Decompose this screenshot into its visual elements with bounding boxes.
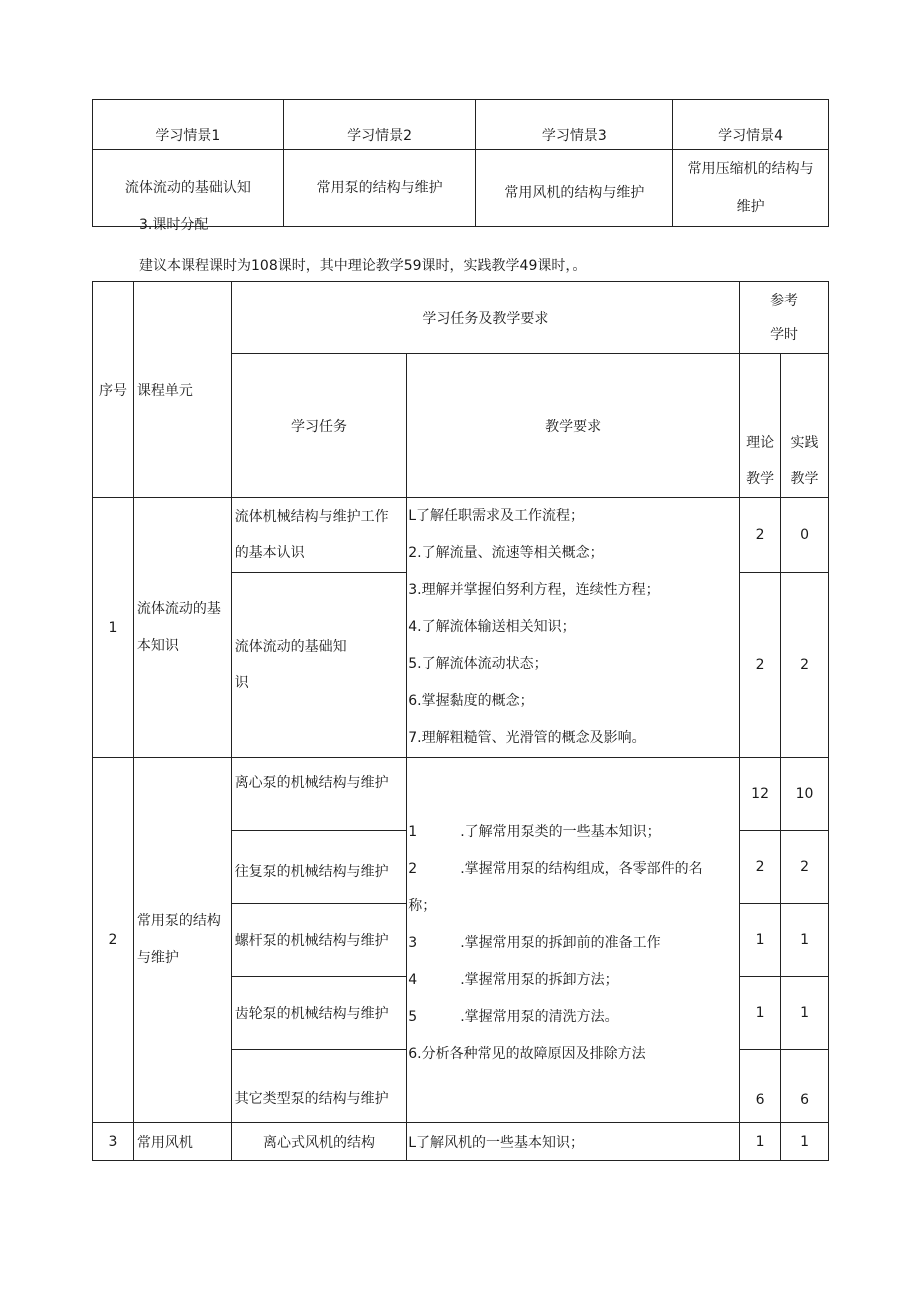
theory-hours: 1	[740, 977, 781, 1050]
requirement-item: L了解风机的一些基本知识；	[407, 1123, 740, 1161]
col-theory-line: 理论	[746, 435, 775, 451]
requirement-item: 4.了解流体输送相关知识；	[408, 619, 576, 635]
practice-hours: 1	[781, 904, 829, 977]
requirement-item	[408, 925, 739, 962]
requirement-text: .掌握常用泵的拆卸前的准备工作	[460, 935, 661, 951]
theory-hours: 2	[740, 573, 781, 758]
task-cell: 螺杆泵的机械结构与维护	[231, 904, 407, 977]
col-req-header: 教学要求	[407, 354, 740, 498]
col-theory-header	[740, 354, 781, 498]
requirement-item: 6.掌握黏度的概念；	[408, 693, 534, 709]
section-heading: 3.课时分配	[139, 217, 209, 233]
col-practice-line: 教学	[790, 471, 819, 487]
requirement-item	[408, 814, 739, 851]
unit-name-line: 与维护	[136, 950, 179, 966]
situation-header: 学习情景3	[476, 100, 673, 150]
task-line: 识	[234, 675, 249, 692]
theory-hours: 2	[740, 498, 781, 573]
situation-header: 学习情景2	[283, 100, 476, 150]
practice-hours: 0	[781, 498, 829, 573]
requirement-number: 5	[408, 1009, 418, 1025]
situation-header: 学习情景4	[673, 100, 829, 150]
requirement-text: 6.分析各种常见的故障原因及排除方法	[408, 1046, 646, 1062]
unit-seq: 3	[93, 1123, 134, 1161]
task-line: 的基本认识	[234, 545, 305, 562]
requirement-item	[408, 851, 739, 888]
requirement-item: 7.理解粗糙管、光滑管的概念及影响。	[408, 730, 646, 746]
task-cell: 离心式风机的结构	[231, 1123, 407, 1161]
requirement-item	[408, 1036, 739, 1073]
task-cell: 齿轮泵的机械结构与维护	[231, 977, 407, 1050]
requirement-text: .掌握常用泵的拆卸方法；	[460, 972, 619, 988]
unit-seq: 1	[93, 498, 134, 758]
practice-hours: 2	[781, 573, 829, 758]
requirement-number: 3	[408, 935, 418, 951]
unit-name: 常用风机	[133, 1123, 231, 1161]
situation-topic-line: 常用压缩机的结构与	[687, 161, 814, 177]
col-tasks-group-header: 学习任务及教学要求	[231, 282, 739, 354]
hours-allocation-table	[92, 281, 829, 1161]
col-unit-header: 课程单元	[133, 282, 231, 498]
theory-hours: 6	[740, 1050, 781, 1123]
learning-situations-table	[92, 99, 829, 227]
unit-name	[133, 758, 231, 1123]
situation-topic: 常用风机的结构与维护	[476, 150, 673, 227]
task-cell: 其它类型泵的结构与维护	[231, 1050, 407, 1123]
practice-hours: 6	[781, 1050, 829, 1123]
section-paragraph: 建议本课程课时为108课时，其中理论教学59课时，实践教学49课时，。	[139, 258, 587, 274]
col-practice-header	[781, 354, 829, 498]
requirement-number: 4	[408, 972, 418, 988]
col-practice-line: 实践	[790, 435, 819, 451]
practice-hours: 1	[781, 977, 829, 1050]
requirements-cell	[407, 498, 740, 758]
situation-header: 学习情景1	[93, 100, 284, 150]
requirement-item: 5.了解流体流动状态；	[408, 656, 548, 672]
unit-name-line: 常用泵的结构	[136, 913, 221, 929]
situation-topic-line: 维护	[736, 199, 765, 215]
unit-name	[133, 498, 231, 758]
requirements-cell	[407, 758, 740, 1123]
task-cell	[231, 498, 407, 573]
col-theory-line: 教学	[746, 471, 775, 487]
theory-hours: 12	[740, 758, 781, 831]
col-ref-hours-line: 参考	[770, 292, 799, 309]
task-line: 流体流动的基础知	[234, 638, 347, 655]
requirement-text: 称；	[408, 898, 437, 914]
requirement-item: 2.了解流量、流速等相关概念；	[408, 545, 604, 561]
col-task-header: 学习任务	[231, 354, 407, 498]
requirement-item: 3.理解并掌握伯努利方程，连续性方程；	[408, 582, 660, 598]
requirement-item: L了解任职需求及工作流程；	[408, 508, 585, 524]
theory-hours: 2	[740, 831, 781, 904]
task-cell	[231, 573, 407, 758]
situation-topic: 流体流动的基础认知	[93, 150, 284, 227]
practice-hours: 10	[781, 758, 829, 831]
requirement-item	[408, 999, 739, 1036]
unit-seq: 2	[93, 758, 134, 1123]
requirement-item	[408, 962, 739, 999]
requirement-text: .了解常用泵类的一些基本知识；	[460, 824, 661, 840]
task-cell: 往复泵的机械结构与维护	[231, 831, 407, 904]
col-ref-hours-header	[740, 282, 829, 354]
unit-name-line: 本知识	[136, 637, 179, 654]
practice-hours: 1	[781, 1123, 829, 1161]
col-seq-header: 序号	[93, 282, 134, 498]
theory-hours: 1	[740, 1123, 781, 1161]
requirement-number: 1	[408, 824, 418, 840]
situation-topic: 常用泵的结构与维护	[283, 150, 476, 227]
practice-hours: 2	[781, 831, 829, 904]
theory-hours: 1	[740, 904, 781, 977]
requirement-text: .掌握常用泵的结构组成，各零部件的名	[460, 861, 703, 877]
unit-name-line: 流体流动的基	[136, 600, 221, 617]
requirement-item	[408, 888, 739, 925]
col-ref-hours-line: 学时	[770, 326, 799, 343]
requirement-text: .掌握常用泵的清洗方法。	[460, 1009, 619, 1025]
task-line: 流体机械结构与维护工作	[234, 508, 389, 525]
situation-topic	[673, 150, 829, 227]
task-cell: 离心泵的机械结构与维护	[231, 758, 407, 831]
requirement-number: 2	[408, 861, 418, 877]
